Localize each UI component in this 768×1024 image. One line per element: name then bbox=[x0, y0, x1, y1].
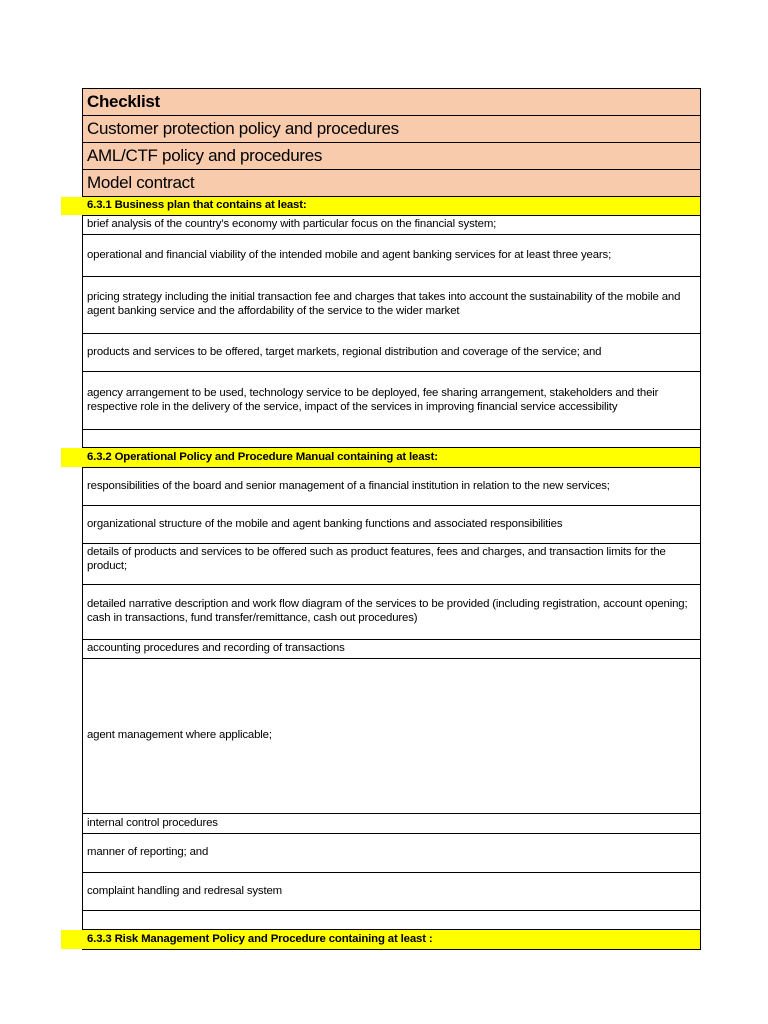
checklist-title: Checklist bbox=[87, 92, 160, 111]
checklist-title-cell[interactable] bbox=[83, 89, 700, 116]
checklist-item-cell[interactable] bbox=[83, 170, 700, 197]
table-row[interactable] bbox=[83, 585, 700, 640]
checklist-item-text: AML/CTF policy and procedures bbox=[87, 146, 323, 165]
empty-row[interactable] bbox=[83, 911, 700, 930]
row-text: details of products and services to be offered such as product features, fees and charges, and transaction limits for the product; bbox=[87, 546, 666, 572]
row-text: brief analysis of the country’s economy with particular focus on the financial system; bbox=[87, 218, 497, 231]
table-row[interactable] bbox=[83, 216, 700, 235]
yellow-highlight-extension bbox=[61, 197, 83, 215]
row-text: responsibilities of the board and senior management of a financial institution in relation to the new services; bbox=[87, 479, 610, 492]
table-row[interactable] bbox=[83, 468, 700, 506]
table-row[interactable] bbox=[83, 659, 700, 814]
table-row[interactable] bbox=[83, 372, 700, 430]
row-text: agency arrangement to be used, technology service to be deployed, fee sharing arrangement, stakeholders and their respective role in the delivery of the service, impact of the services in improving financial service accessibility bbox=[87, 386, 659, 413]
yellow-highlight-extension bbox=[61, 930, 83, 949]
table-row[interactable] bbox=[83, 544, 700, 585]
section-633-heading-cell[interactable] bbox=[83, 930, 700, 950]
empty-row[interactable] bbox=[83, 430, 700, 448]
row-text: operational and financial viability of the intended mobile and agent banking services for at least three years; bbox=[87, 248, 612, 261]
table-row[interactable] bbox=[83, 506, 700, 544]
row-text: detailed narrative description and work flow diagram of the services to be provided (including registration, account opening; cash in transactions, fund transfer/remittance, cash out procedures) bbox=[87, 598, 688, 624]
table-row[interactable] bbox=[83, 873, 700, 911]
checklist-item-cell[interactable] bbox=[83, 143, 700, 170]
row-text: products and services to be offered, target markets, regional distribution and coverage of the service; and bbox=[87, 345, 602, 358]
section-631-heading-cell[interactable] bbox=[83, 197, 700, 216]
checklist-item-text: Customer protection policy and procedures bbox=[87, 119, 399, 138]
table-row[interactable] bbox=[83, 814, 700, 834]
section-heading: 6.3.3 Risk Management Policy and Procedure containing at least : bbox=[87, 932, 433, 945]
row-text: accounting procedures and recording of transactions bbox=[87, 642, 345, 655]
table-row[interactable] bbox=[83, 640, 700, 659]
checklist-item-cell[interactable] bbox=[83, 116, 700, 143]
yellow-highlight-extension bbox=[61, 448, 83, 467]
row-text: internal control procedures bbox=[87, 816, 218, 829]
section-heading: 6.3.1 Business plan that contains at least: bbox=[87, 199, 307, 212]
checklist-table bbox=[82, 88, 701, 950]
row-text: organizational structure of the mobile and agent banking functions and associated responsibilities bbox=[87, 517, 563, 530]
checklist-item-text: Model contract bbox=[87, 173, 195, 192]
row-text: complaint handling and redresal system bbox=[87, 884, 283, 897]
section-heading: 6.3.2 Operational Policy and Procedure Manual containing at least: bbox=[87, 450, 438, 463]
row-text: pricing strategy including the initial transaction fee and charges that takes into account the sustainability of the mobile and agent banking service and the affordability of the service to the wider market bbox=[87, 291, 681, 317]
section-632-heading-cell[interactable] bbox=[83, 448, 700, 468]
table-row[interactable] bbox=[83, 834, 700, 873]
table-row[interactable] bbox=[83, 334, 700, 372]
row-text: agent management where applicable; bbox=[87, 729, 272, 742]
row-text: manner of reporting; and bbox=[87, 846, 209, 859]
table-row[interactable] bbox=[83, 235, 700, 277]
table-row[interactable] bbox=[83, 277, 700, 334]
